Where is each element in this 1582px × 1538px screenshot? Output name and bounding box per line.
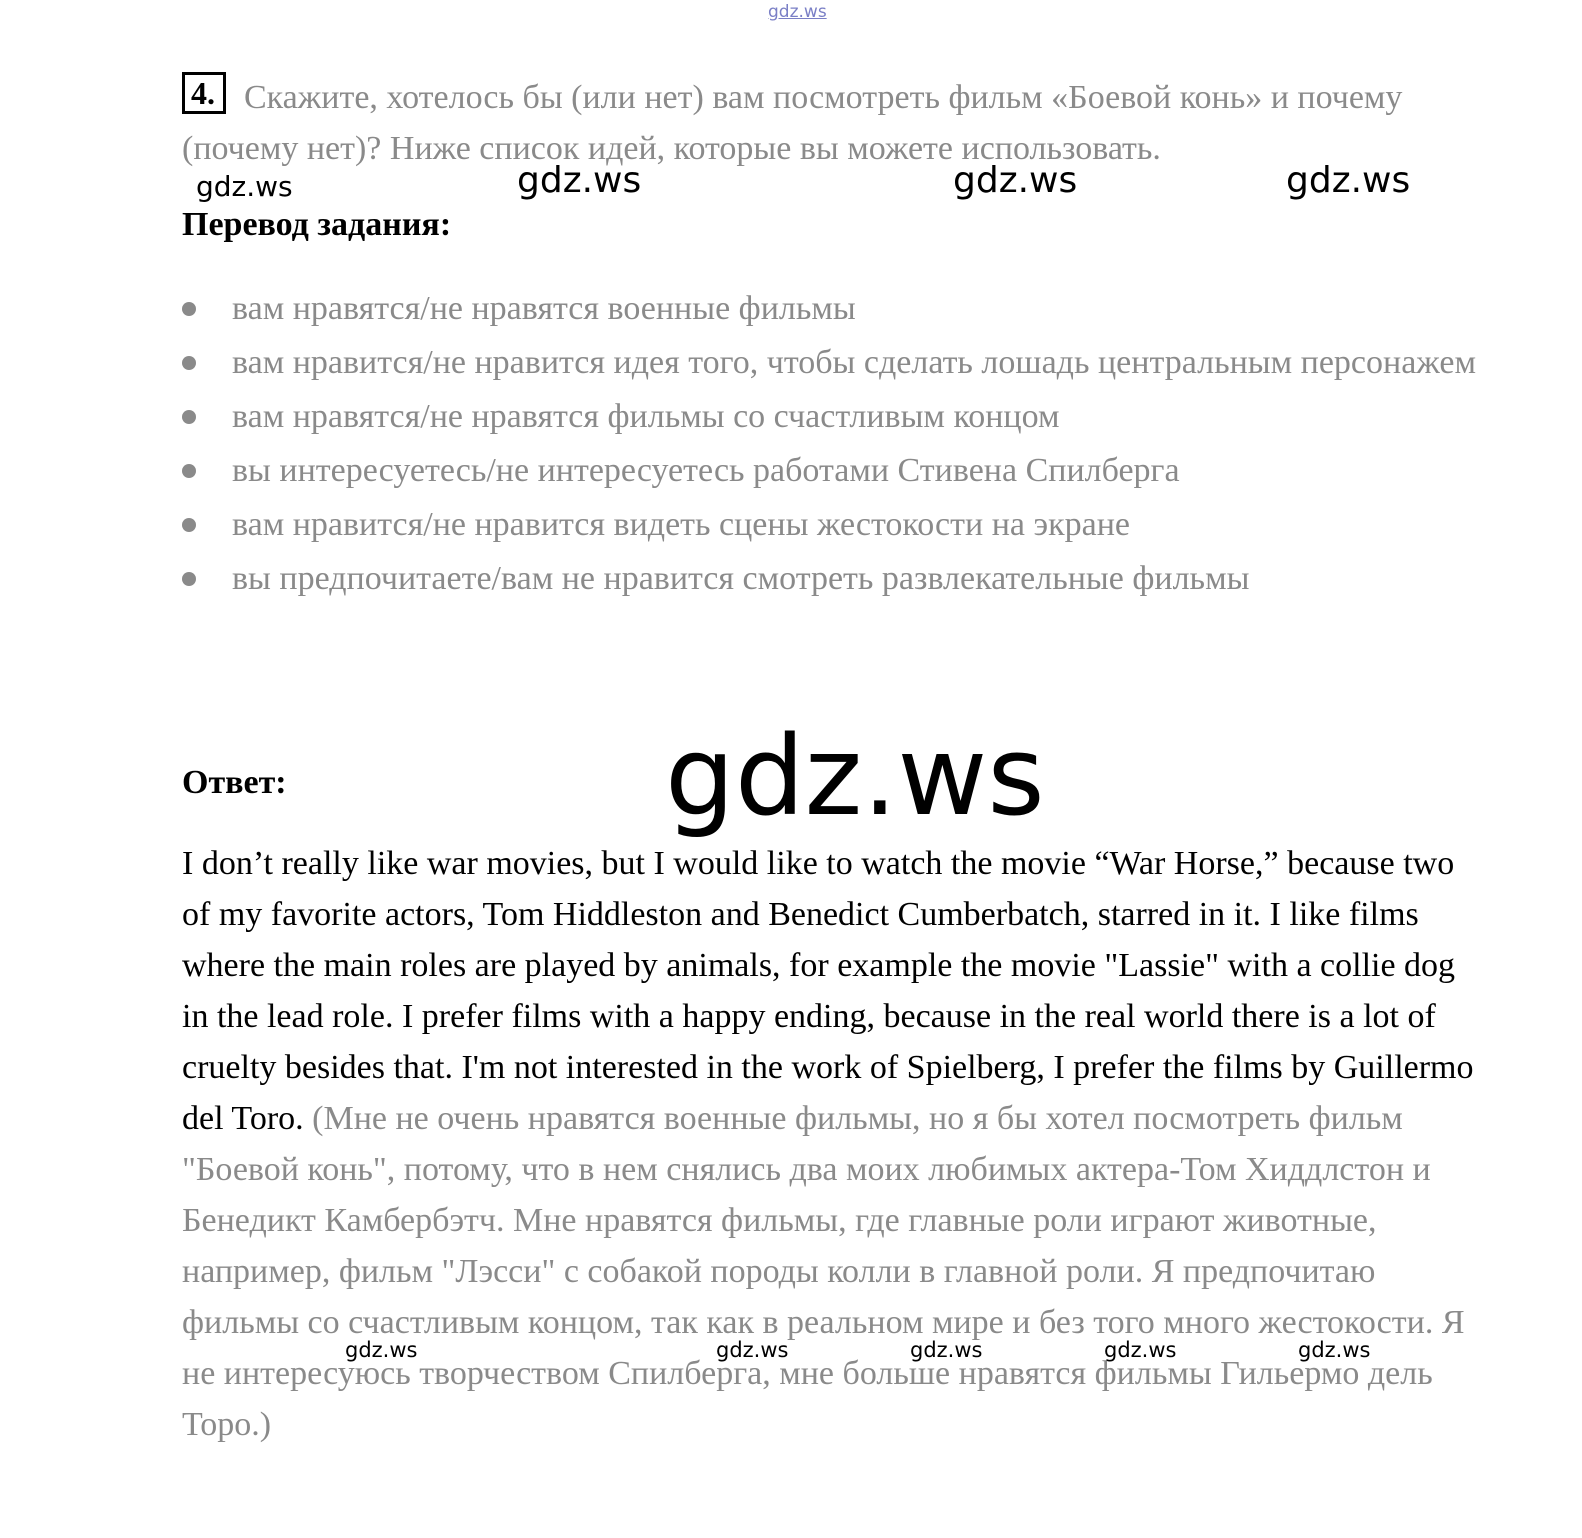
- watermark-top[interactable]: gdz.ws: [768, 2, 827, 22]
- list-item: [182, 445, 1482, 497]
- watermark: gdz.ws: [196, 170, 293, 203]
- task-number: 4.: [182, 72, 226, 114]
- ideas-list: [182, 283, 1482, 607]
- bullet-icon: [182, 572, 196, 586]
- answer-heading: Ответ:: [182, 764, 287, 801]
- bullet-icon: [182, 410, 196, 424]
- list-item-text: вы интересуетесь/не интересуетесь работами Стивена Спилберга: [232, 452, 1180, 489]
- task-question: Скажите, хотелось бы (или нет) вам посмотреть фильм «Боевой конь» и почему (почему нет)? Ниже список идей, которые вы можете использовать.: [182, 79, 1403, 167]
- list-item: [182, 499, 1482, 551]
- bullet-icon: [182, 518, 196, 532]
- watermark-large: gdz.ws: [665, 712, 1045, 840]
- translation-heading: Перевод задания:: [182, 206, 452, 243]
- watermark: gdz.ws: [517, 160, 642, 201]
- list-item: [182, 337, 1482, 389]
- list-item: [182, 553, 1482, 605]
- bullet-icon: [182, 302, 196, 316]
- watermark: gdz.ws: [953, 160, 1078, 201]
- watermark: gdz.ws: [1298, 1338, 1371, 1362]
- list-item: [182, 283, 1482, 335]
- list-item-text: вы предпочитаете/вам не нравится смотреть развлекательные фильмы: [232, 560, 1250, 597]
- task-text: [182, 72, 1482, 174]
- watermark: gdz.ws: [1286, 160, 1411, 201]
- watermark: gdz.ws: [910, 1338, 983, 1362]
- list-item-text: вам нравятся/не нравятся фильмы со счастливым концом: [232, 398, 1060, 435]
- answer-english: I don’t really like war movies, but I would like to watch the movie “War Horse,” because two of my favorite actors, Tom Hiddleston and Benedict Cumberbatch, starred in it. I like films where the main roles are played by animals, for example the movie "Lassie" with a collie dog in the lead role. I prefer films with a happy ending, because in the real world there is a lot of cruelty besides that. I'm not interested in the work of Spielberg, I prefer the films by Guillermo del Toro.: [182, 845, 1474, 1137]
- watermark: gdz.ws: [716, 1338, 789, 1362]
- bullet-icon: [182, 356, 196, 370]
- list-item-text: вам нравятся/не нравятся военные фильмы: [232, 290, 856, 327]
- list-item: [182, 391, 1482, 443]
- list-item-text: вам нравится/не нравится идея того, чтобы сделать лошадь центральным персонажем: [232, 344, 1476, 381]
- bullet-icon: [182, 464, 196, 478]
- watermark: gdz.ws: [345, 1338, 418, 1362]
- list-item-text: вам нравится/не нравится видеть сцены жестокости на экране: [232, 506, 1130, 543]
- answer-russian: (Мне не очень нравятся военные фильмы, но я бы хотел посмотреть фильм "Боевой конь", потому, что в нем снялись два моих любимых актера-Том Хиддлстон и Бенедикт Камбербэтч. Мне нравятся фильмы, где главные роли играют животные, например, фильм "Лэсси" с собакой породы колли в главной роли. Я предпочитаю фильмы со счастливым концом, так как в реальном мире и без того много жестокости. Я не интересуюсь творчеством Спилберга, мне больше нравятся фильмы Гильермо дель Торо.): [182, 1100, 1465, 1443]
- watermark: gdz.ws: [1104, 1338, 1177, 1362]
